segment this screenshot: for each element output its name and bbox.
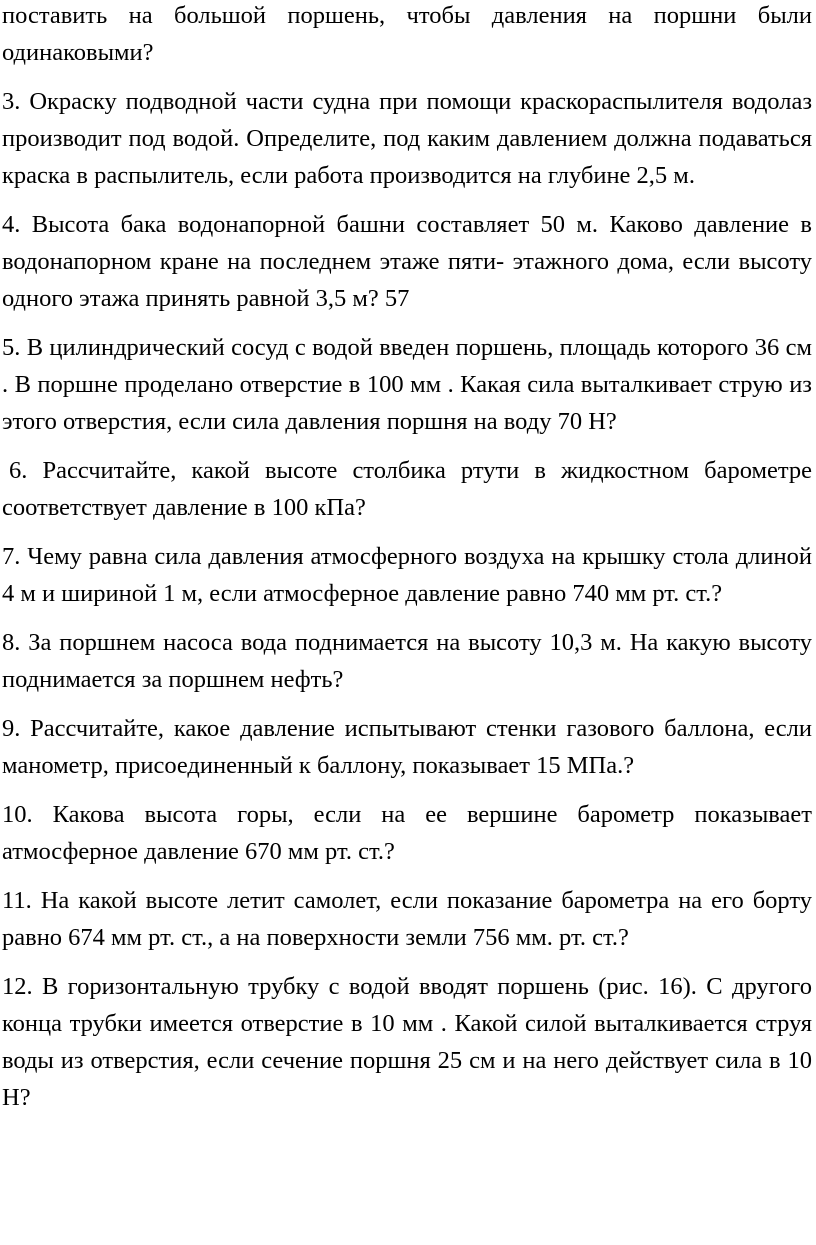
- problem-9: 9. Рассчитайте, какое давление испытывают стенки газового баллона, если манометр, присоединенный к баллону, показывает 15 МПа.?: [2, 715, 812, 779]
- problem-4: 4. Высота бака водонапорной башни составляет 50 м. Каково давление в водонапорном кране на последнем этаже пяти- этажного дома, если высоту одного этажа принять равной 3,5 м? 57: [2, 211, 812, 312]
- problem-10: 10. Какова высота горы, если на ее вершине барометр показывает атмосферное давление 670 мм рт. ст.?: [2, 801, 812, 865]
- problem-11: 11. На какой высоте летит самолет, если показание барометра на его борту равно 674 мм рт. ст., а на поверхности земли 756 мм. рт. ст.?: [2, 887, 812, 951]
- problem-6: 6. Рассчитайте, какой высоте столбика ртути в жидкостном барометре соответствует давление в 100 кПа?: [2, 457, 812, 521]
- problem-12: 12. В горизонтальную трубку с водой вводят поршень (рис. 16). С другого конца трубки имеется отверстие в 10 мм . Какой силой выталкивается струя воды из отверстия, если сечение поршня 25 см и на него действует сила в 10 Н?: [2, 973, 812, 1111]
- problem-3: 3. Окраску подводной части судна при помощи краскораспылителя водолаз производит под водой. Определите, под каким давлением должна подаваться краска в распылитель, если работа производится на глубине 2,5 м.: [2, 88, 812, 189]
- problem-5: 5. В цилиндрический сосуд с водой введен поршень, площадь которого 36 см . В поршне проделано отверстие в 100 мм . Какая сила выталкивает струю из этого отверстия, если сила давления поршня на воду 70 Н?: [2, 334, 812, 435]
- problem-8: 8. За поршнем насоса вода поднимается на высоту 10,3 м. На какую высоту поднимается за поршнем нефть?: [2, 629, 812, 693]
- paragraph-continuation: поставить на большой поршень, чтобы давления на поршни были одинаковыми?: [2, 2, 812, 66]
- problem-7: 7. Чему равна сила давления атмосферного воздуха на крышку стола длиной 4 м и шириной 1 м, если атмосферное давление равно 740 мм рт. ст.?: [2, 543, 812, 607]
